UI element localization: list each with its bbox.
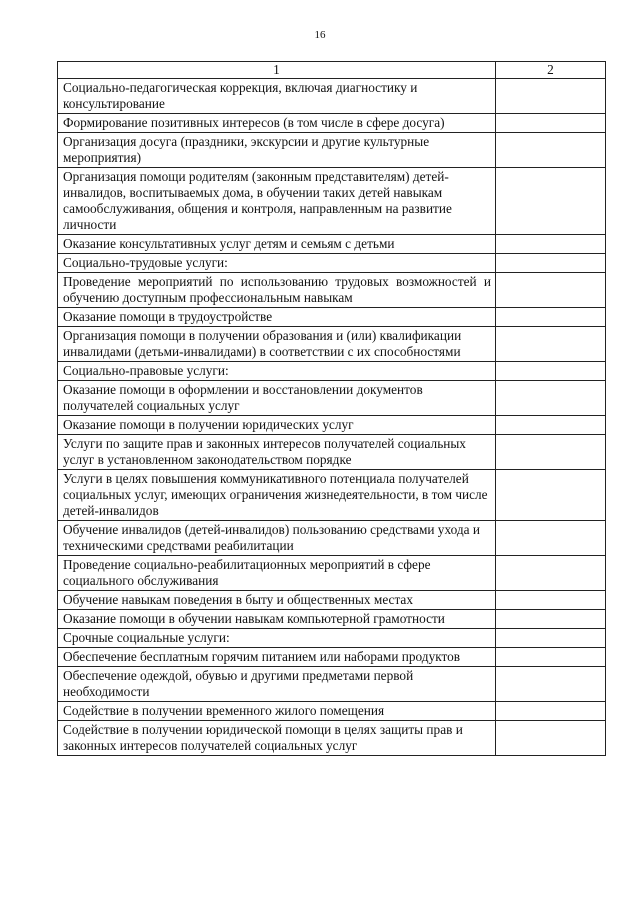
table-row: [58, 556, 606, 591]
table-row: [58, 308, 606, 327]
service-name-cell: Социально-педагогическая коррекция, включая диагностику и консультирование: [58, 79, 496, 114]
table-row: [58, 702, 606, 721]
table-row: [58, 114, 606, 133]
value-cell: [496, 470, 606, 521]
table-row: [58, 133, 606, 168]
value-cell: [496, 381, 606, 416]
service-name-cell: Содействие в получении юридической помощи в целях защиты прав и законных интересов получателей социальных услуг: [58, 721, 496, 756]
value-cell: [496, 362, 606, 381]
table-row: [58, 610, 606, 629]
service-name-cell: Оказание помощи в трудоустройстве: [58, 308, 496, 327]
service-name-cell: Обучение навыкам поведения в быту и общественных местах: [58, 591, 496, 610]
table-row: [58, 79, 606, 114]
table-body: [58, 79, 606, 756]
service-name-cell: Организация помощи родителям (законным представителям) детей-инвалидов, воспитываемых дома, в обучении таких детей навыкам самообслуживания, общения и контроля, направленным на развитие личности: [58, 168, 496, 235]
table-row: [58, 591, 606, 610]
table-row: [58, 254, 606, 273]
table-row: [58, 721, 606, 756]
value-cell: [496, 254, 606, 273]
table-row: [58, 327, 606, 362]
service-name-cell: Оказание помощи в оформлении и восстановлении документов получателей социальных услуг: [58, 381, 496, 416]
value-cell: [496, 648, 606, 667]
value-cell: [496, 133, 606, 168]
service-name-cell: Организация помощи в получении образования и (или) квалификации инвалидами (детьми-инвалидами) в соответствии с их способностями: [58, 327, 496, 362]
table-row: [58, 416, 606, 435]
service-name-cell: Формирование позитивных интересов (в том числе в сфере досуга): [58, 114, 496, 133]
page-number: 16: [314, 29, 326, 41]
value-cell: [496, 308, 606, 327]
service-name-cell: Оказание помощи в обучении навыкам компьютерной грамотности: [58, 610, 496, 629]
table-row: [58, 629, 606, 648]
value-cell: [496, 416, 606, 435]
column-header-2: 2: [496, 62, 606, 79]
value-cell: [496, 702, 606, 721]
value-cell: [496, 591, 606, 610]
value-cell: [496, 114, 606, 133]
value-cell: [496, 629, 606, 648]
service-name-cell: Организация досуга (праздники, экскурсии и другие культурные мероприятия): [58, 133, 496, 168]
value-cell: [496, 667, 606, 702]
services-table: [57, 61, 606, 756]
value-cell: [496, 435, 606, 470]
service-name-cell: Оказание консультативных услуг детям и семьям с детьми: [58, 235, 496, 254]
value-cell: [496, 168, 606, 235]
service-name-cell: Оказание помощи в получении юридических услуг: [58, 416, 496, 435]
value-cell: [496, 721, 606, 756]
table-row: [58, 168, 606, 235]
value-cell: [496, 610, 606, 629]
table-row: [58, 667, 606, 702]
service-name-cell: Содействие в получении временного жилого помещения: [58, 702, 496, 721]
table-row: [58, 521, 606, 556]
table-row: [58, 362, 606, 381]
service-name-cell: Проведение социально-реабилитационных мероприятий в сфере социального обслуживания: [58, 556, 496, 591]
service-name-cell: Обеспечение одеждой, обувью и другими предметами первой необходимости: [58, 667, 496, 702]
table-row: [58, 273, 606, 308]
service-name-cell: Проведение мероприятий по использованию трудовых возможностей и обучению доступным профессиональным навыкам: [58, 273, 496, 308]
service-name-cell: Услуги по защите прав и законных интересов получателей социальных услуг в установленном законодательством порядке: [58, 435, 496, 470]
table-row: [58, 235, 606, 254]
value-cell: [496, 556, 606, 591]
value-cell: [496, 79, 606, 114]
service-name-cell: Социально-трудовые услуги:: [58, 254, 496, 273]
service-name-cell: Обучение инвалидов (детей-инвалидов) пользованию средствами ухода и техническими средствами реабилитации: [58, 521, 496, 556]
value-cell: [496, 273, 606, 308]
service-name-cell: Социально-правовые услуги:: [58, 362, 496, 381]
column-header-1: 1: [58, 62, 496, 79]
table-row: [58, 435, 606, 470]
table-row: [58, 381, 606, 416]
table-header-row: [58, 62, 606, 79]
table-row: [58, 648, 606, 667]
table-row: [58, 470, 606, 521]
service-name-cell: Услуги в целях повышения коммуникативного потенциала получателей социальных услуг, имеющих ограничения жизнедеятельности, в том числе детей-инвалидов: [58, 470, 496, 521]
service-name-cell: Обеспечение бесплатным горячим питанием или наборами продуктов: [58, 648, 496, 667]
value-cell: [496, 521, 606, 556]
service-name-cell: Срочные социальные услуги:: [58, 629, 496, 648]
value-cell: [496, 235, 606, 254]
value-cell: [496, 327, 606, 362]
